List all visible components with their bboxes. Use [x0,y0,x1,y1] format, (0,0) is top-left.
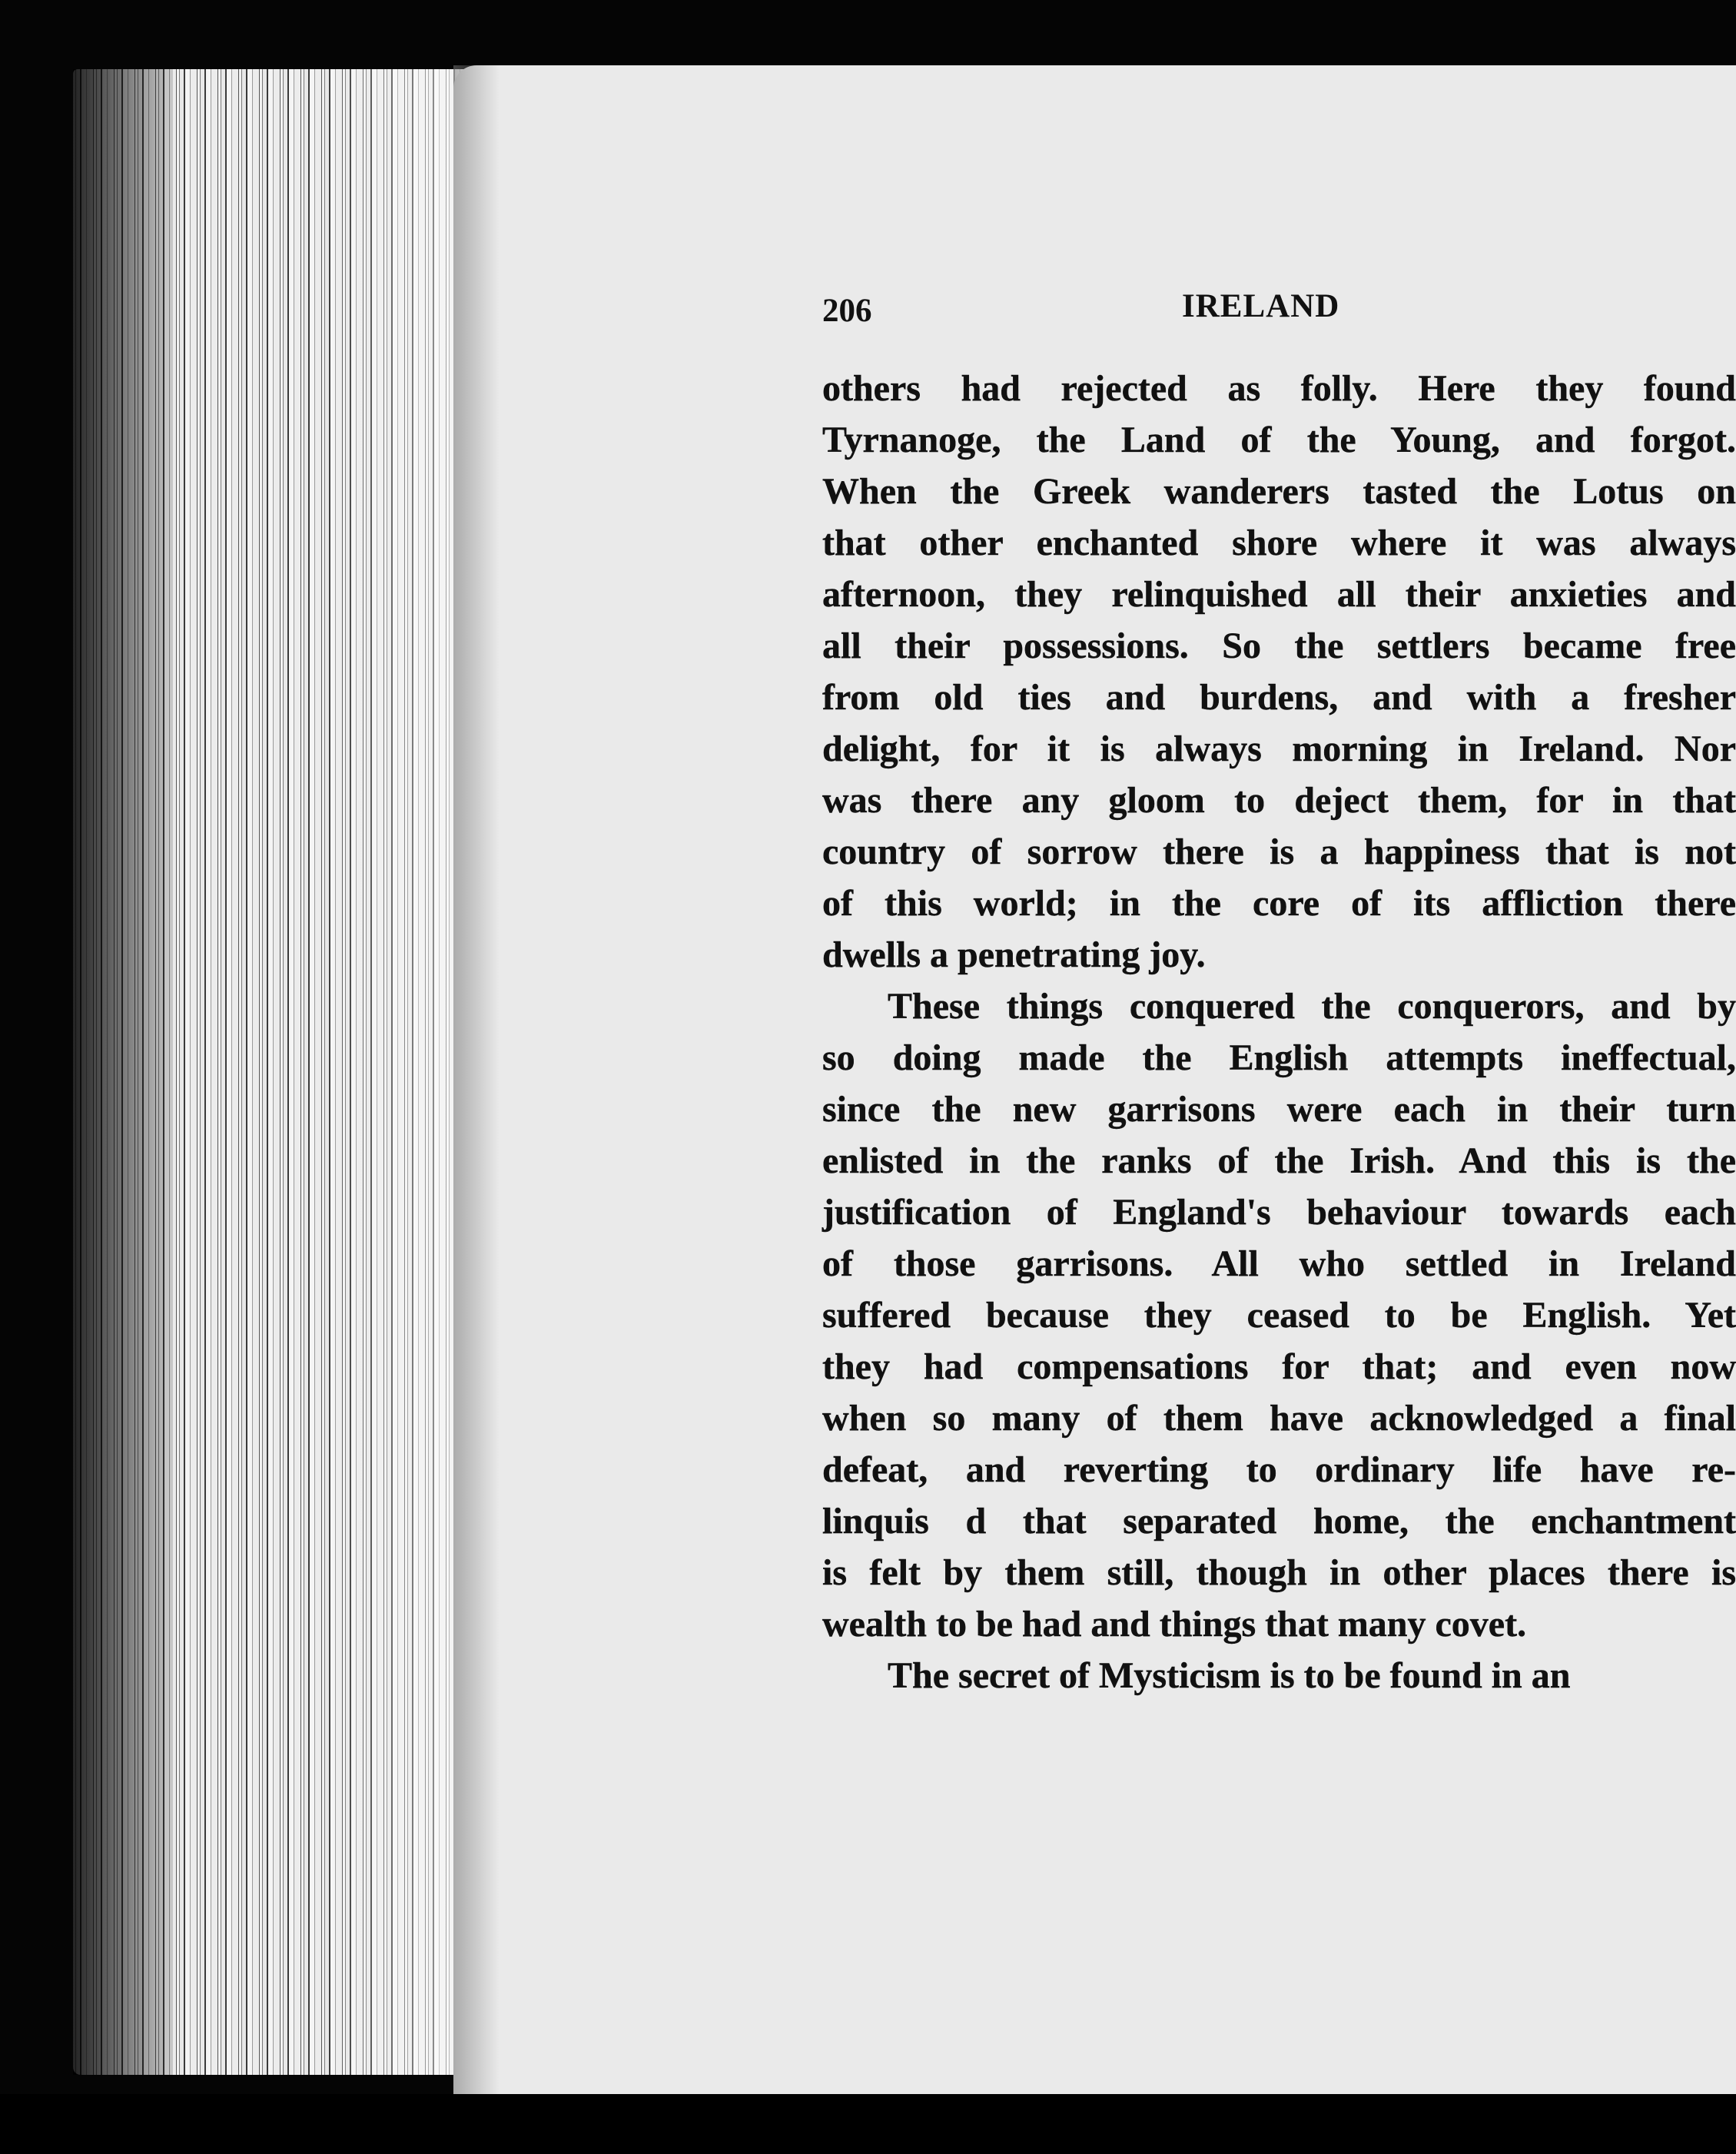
text-line: country of sorrow there is a happiness that is not [822,831,1736,872]
text-line: The secret of Mysticism is to be found in an [888,1655,1571,1696]
text-line: that other enchanted shore where it was always [822,523,1736,563]
text-line: others had rejected as folly. Here they found [822,368,1736,409]
text-line: defeat, and reverting to ordinary life have re- [822,1449,1736,1490]
text-line: they had compensations for that; and even now [822,1346,1736,1387]
text-line: dwells a penetrating joy. [822,934,1206,975]
text-line: enlisted in the ranks of the Irish. And this is the [822,1140,1736,1181]
text-line: was there any gloom to deject them, for in that [822,780,1736,821]
page-number: 206 [822,293,872,329]
text-line: since the new garrisons were each in their turn [822,1089,1736,1130]
text-line: These things conquered the conquerors, and by [888,986,1736,1027]
gutter-shadow [453,65,500,2094]
scan-bottom-border [0,2094,1736,2154]
text-line: Tyrnanoge, the Land of the Young, and forgot. [822,420,1736,460]
text-line: suffered because they ceased to be English. Yet [822,1295,1736,1336]
page-edge-shadow [73,69,173,2075]
text-line: When the Greek wanderers tasted the Lotus on [822,471,1736,512]
text-line: all their possessions. So the settlers became free [822,626,1736,666]
text-line: justification of England's behaviour towards each [822,1192,1736,1233]
page-edge-highlight [323,69,473,2075]
text-line: is felt by them still, though in other places there is [822,1552,1736,1593]
text-line: when so many of them have acknowledged a final [822,1398,1736,1439]
text-line: delight, for it is always morning in Ireland. Nor [822,729,1736,769]
text-line: so doing made the English attempts ineffectual, [822,1037,1736,1078]
text-line: afternoon, they relinquished all their anxieties and [822,574,1736,615]
running-head-title: IRELAND [1182,288,1340,324]
text-line: linquis d that separated home, the enchantment [822,1501,1736,1542]
text-line: of this world; in the core of its affliction there [822,883,1736,924]
body-text [822,363,1736,1701]
text-line: wealth to be had and things that many covet. [822,1604,1527,1645]
running-head [822,277,1736,330]
text-line: from old ties and burdens, and with a fresher [822,677,1736,718]
text-line: of those garrisons. All who settled in Ireland [822,1243,1736,1284]
